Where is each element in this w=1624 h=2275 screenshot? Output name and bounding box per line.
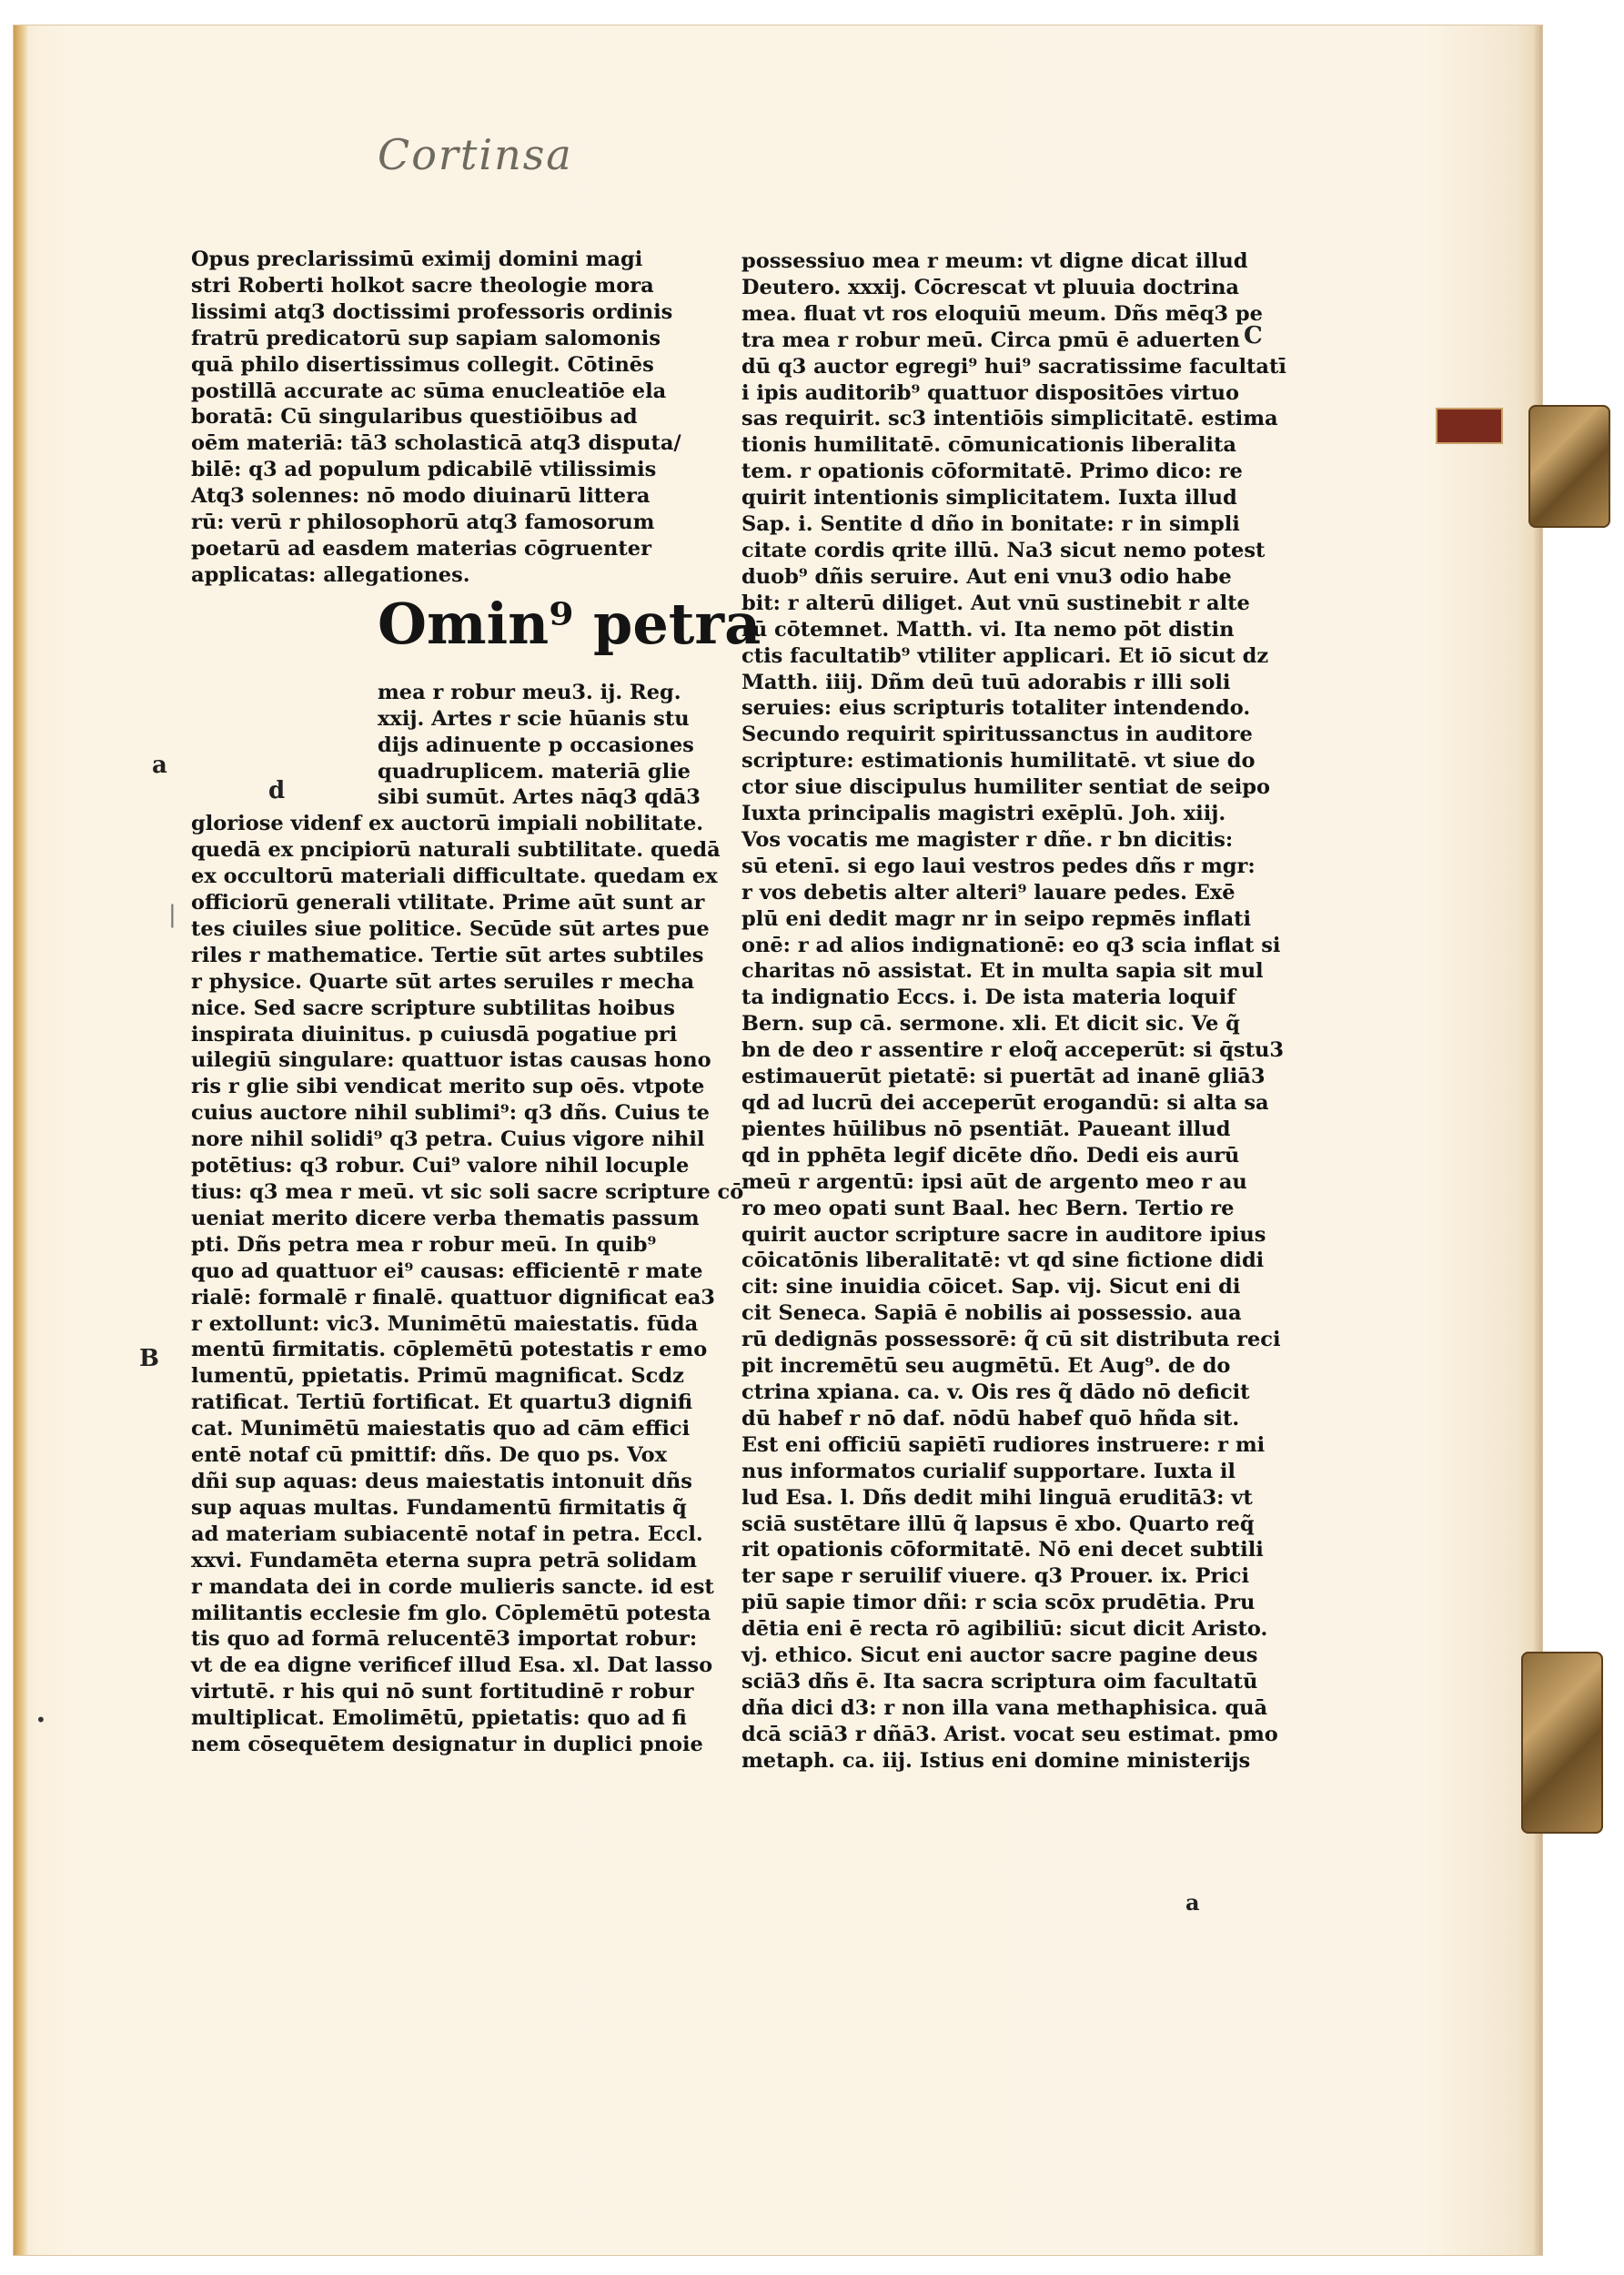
text-line: dū habef r nō daf. nōdū habef quō hñda sit. (741, 1406, 1240, 1431)
text-line: i ipis auditorib⁹ quattuor dispositōes virtuo (741, 380, 1240, 405)
text-line: Secundo requirit spiritussanctus in auditore (741, 723, 1253, 747)
text-line: dñi sup aquas: deus maiestatis intonuit dñs (191, 1469, 692, 1493)
text-line: sibi sumūt. Artes nāq3 qdā3 (378, 785, 701, 810)
text-line: oēm materiā: tā3 scholasticā atq3 disputa/ (191, 431, 681, 456)
text-line: virtutē. r his qui nō sunt fortitudinē r robur (191, 1680, 694, 1704)
text-line: citate cordis qrite illū. Na3 sicut nemo potest (741, 538, 1266, 562)
text-line: sū etenī. si ego laui vestros pedes dñs r mgr: (741, 854, 1256, 878)
text-line: cit Seneca. Sapiā ē nobilis ai possessio. aua (741, 1301, 1242, 1326)
text-line: meū r argentū: ipsi aūt de argento meo r au (741, 1169, 1247, 1194)
text-line: vj. ethico. Sicut eni auctor sacre pagine deus (741, 1643, 1258, 1668)
text-line: uilegiū singulare: quattuor istas causas hono (191, 1048, 711, 1073)
red-index-tab (1436, 408, 1503, 444)
text-line: Sap. i. Sentite d dño in bonitate: r in simpli (741, 512, 1240, 537)
text-line: sciā3 dñs ē. Ita sacra scriptura oim facultatū (741, 1669, 1258, 1694)
text-line: bit: r alterū diliget. Aut vnū sustinebit r alte (741, 591, 1250, 615)
text-line: ctrina xpiana. ca. v. Ois res q̃ dādo nō deficit (741, 1380, 1250, 1404)
text-line: Bern. sup cā. sermone. xli. Et dicit sic. Ve q̃ (741, 1012, 1240, 1036)
text-line: Matth. iiij. Dñm deū tuū adorabis r illi soli (741, 670, 1231, 694)
text-line: tem. r opationis cōformitatē. Primo dico: re (741, 460, 1243, 484)
text-line: qd in pphēta legif dicēte dño. Dedi eis aurū (741, 1143, 1240, 1168)
text-line: entē notaf cū pmittif: dñs. De quo ps. Vox (191, 1443, 668, 1468)
text-line: quadruplicem. materiā glie (378, 759, 691, 784)
page-gutter-edge (14, 25, 28, 2255)
text-line: Deutero. xxxij. Cōcrescat vt pluuia doctrina (741, 275, 1240, 299)
text-line: mea. fluat vt ros eloquiū meum. Dñs mēq3 pe (741, 301, 1263, 326)
text-line: cuius auctore nihil sublimi⁹: q3 dñs. Cuius te (191, 1101, 710, 1126)
text-line: charitas nō assistat. Et in multa sapia sit mul (741, 959, 1264, 984)
text-line: cat. Munimētū maiestatis quo ad cām effici (191, 1417, 691, 1441)
text-line: tionis humilitatē. cōmunicationis liberalita (741, 433, 1236, 458)
text-line: boratā: Cū singularibus questiōibus ad (191, 405, 638, 430)
text-line: nore nihil solidi⁹ q3 petra. Cuius vigore nihil (191, 1127, 705, 1152)
text-line: cit: sine inuidia cōicet. Sap. vij. Sicut eni di (741, 1275, 1241, 1299)
text-line: r mandata dei in corde mulieris sancte. id est (191, 1574, 714, 1599)
text-line: metaph. ca. iij. Istius eni domine ministerijs (741, 1748, 1251, 1773)
margin-letter-d: d (268, 777, 286, 804)
ink-dot: • (35, 1709, 46, 1731)
text-line: quo ad quattuor ei⁹ causas: efficientē r mate (191, 1259, 703, 1283)
margin-letter-a: a (152, 752, 167, 779)
text-line: inspirata diuinitus. p cuiusdā pogatiue pri (191, 1022, 678, 1046)
text-line: ro meo opati sunt Baal. hec Bern. Tertio re (741, 1196, 1235, 1220)
text-line: r extollunt: vic3. Munimētū maiestatis. fūda (191, 1311, 699, 1336)
text-line: poetarū ad easdem materias cōgruenter (191, 536, 651, 561)
text-line: dcā sciā3 r dñā3. Arist. vocat seu estimat. pmo (741, 1722, 1278, 1746)
text-line: vt de ea digne verificef illud Esa. xl. Dat lasso (191, 1653, 713, 1678)
body-paragraph (191, 811, 744, 1758)
book-page (14, 25, 1542, 2255)
text-line: postillā accurate ac sūma enucleatiōe ela (191, 379, 667, 403)
section-heading: Omin⁹ petra (378, 590, 762, 657)
text-line: stri Roberti holkot sacre theologie mora (191, 273, 654, 298)
text-line: dētia eni ē recta rō agibiliū: sicut dicit Aristo. (741, 1617, 1268, 1642)
text-line: dña dici d3: r non illa vana methaphisica. quā (741, 1695, 1268, 1720)
text-line: ctor siue discipulus humiliter sentiat de seipo (741, 775, 1271, 800)
text-line: plū eni dedit magr nr in seipo repmēs inflati (741, 906, 1252, 931)
page-fore-edge (1533, 25, 1542, 2255)
text-line: onē: r ad alios indignationē: eo q3 scia inflat si (741, 933, 1281, 957)
text-line: pit incremētū seu augmētū. Et Aug⁹. de do (741, 1354, 1231, 1379)
text-line: pientes hūilibus nō psentiāt. Paueant illud (741, 1117, 1231, 1141)
text-line: ctis facultatib⁹ vtiliter applicari. Et iō sicut dz (741, 643, 1269, 668)
text-line: tis quo ad formā relucentē3 importat robur: (191, 1627, 698, 1652)
text-line: bn de deo r assentire r eloq̃ acceperūt: si q̄stu3 (741, 1038, 1284, 1063)
text-line: ris r glie sibi vendicat merito sup oēs. vtpote (191, 1075, 705, 1099)
text-line: sciā sustētare illū q̃ lapsus ē xbo. Quarto req̃ (741, 1512, 1255, 1536)
text-line: xxvi. Fundamēta eterna supra petrā solidam (191, 1548, 697, 1572)
brass-clasp-bottom (1521, 1652, 1603, 1834)
text-line: ter sape r seruilif viuere. q3 Prouer. ix. Prici (741, 1564, 1250, 1589)
text-line: r physice. Quarte sūt artes seruiles r mecha (191, 969, 695, 994)
text-line: quirit intentionis simplicitatem. Iuxta illud (741, 486, 1237, 511)
text-line: Iuxta principalis magistri exēplū. Joh. xiij. (741, 802, 1226, 826)
handwritten-note: Cortinsa (378, 130, 573, 179)
text-line: riles r mathematice. Tertie sūt artes subtiles (191, 943, 704, 967)
text-line: pti. Dñs petra mea r robur meū. In quib⁹ (191, 1232, 657, 1257)
text-line: Atq3 solennes: nō modo diuinarū littera (191, 484, 651, 509)
intro-paragraph (191, 247, 682, 589)
text-line: nice. Sed sacre scripture subtilitas hoibus (191, 996, 675, 1020)
text-line: mea r robur meu3. ij. Reg. (378, 680, 681, 704)
margin-letter-c: C (1244, 322, 1263, 349)
indented-paragraph (191, 680, 701, 812)
signature-mark: a (1185, 1889, 1200, 1916)
text-line: dū q3 auctor egregi⁹ hui⁹ sacratissime facultatī (741, 354, 1286, 379)
text-line: sup aquas multas. Fundamentū firmitatis q̃ (191, 1495, 687, 1520)
brass-clasp-top (1528, 405, 1610, 528)
text-line: tes ciuiles siue politice. Secūde sūt artes pue (191, 916, 710, 941)
text-line: estimauerūt pietatē: si puertāt ad inanē gliā3 (741, 1065, 1266, 1089)
text-line: tra mea r robur meū. Circa pmū ē aduerten (741, 328, 1240, 352)
heading-block (191, 589, 762, 680)
text-line: lumentū, ppietatis. Primū magnificat. Scdz (191, 1364, 684, 1389)
text-line: rū dedignās possessorē: q̃ cū sit distributa reci (741, 1328, 1281, 1352)
text-line: cōicatōnis liberalitatē: vt qd sine fictione didi (741, 1249, 1265, 1273)
text-line: scripture: estimationis humilitatē. vt siue do (741, 749, 1256, 774)
text-line: ex occultorū materiali difficultate. quedam ex (191, 864, 718, 889)
text-line: dijs adinuente p occasiones (378, 733, 694, 757)
text-line: rit opationis cōformitatē. Nō eni decet subtili (741, 1538, 1264, 1562)
text-line: mentū firmitatis. cōplemētū potestatis r emo (191, 1338, 708, 1362)
text-line: piū sapie timor dñi: r scia scōx prudētia. Pru (741, 1591, 1256, 1615)
text-line: rū: verū r philosophorū atq3 famosorum (191, 511, 655, 535)
text-line: bilē: q3 ad populum pdicabilē vtilissimis (191, 458, 657, 482)
text-line: quā philo disertissimus collegit. Cōtinēs (191, 352, 654, 377)
text-line: qd ad lucrū dei acceperūt erogandū: si alta sa (741, 1091, 1269, 1115)
text-line: militantis ecclesie fm glo. Cōplemētū potesta (191, 1601, 711, 1625)
text-line: Est eni officiū sapiētī rudiores instruere: r mi (741, 1432, 1266, 1457)
text-line: ta indignatio Eccs. i. De ista materia loquif (741, 986, 1236, 1010)
pencil-mark: | (168, 901, 177, 928)
text-line: nem cōsequētem designatur in duplici pnoie (191, 1733, 703, 1757)
text-line: fratrū predicatorū sup sapiam salomonis (191, 326, 661, 350)
text-line: tius: q3 mea r meū. vt sic soli sacre scripture cō (191, 1180, 744, 1204)
margin-letter-b: B (139, 1345, 159, 1372)
text-line: duob⁹ dñis seruire. Aut eni vnu3 odio habe (741, 564, 1232, 589)
text-line: multiplicat. Emolimētū, ppietatis: quo ad fi (191, 1706, 687, 1731)
text-line: gloriose videnf ex auctorū impiali nobilitate. (191, 812, 704, 836)
text-line: Vos vocatis me magister r dñe. r bn dicitis: (741, 827, 1234, 852)
text-line: r vos debetis alter alteri⁹ lauare pedes. Exē (741, 880, 1236, 905)
text-line: nus informatos curialif supportare. Iuxta il (741, 1459, 1236, 1483)
text-line: lissimi atq3 doctissimi professoris ordinis (191, 299, 673, 324)
text-line: applicatas: allegationes. (191, 562, 470, 587)
text-line: potētius: q3 robur. Cui⁹ valore nihil locuple (191, 1154, 690, 1178)
text-line: xxij. Artes r scie hūanis stu (378, 706, 690, 731)
text-line: Opus preclarissimū eximij domini magi (191, 248, 643, 271)
text-line: sas requirit. sc3 intentiōis simplicitatē. estima (741, 407, 1278, 431)
left-column (191, 247, 762, 1758)
text-line: seruies: eius scripturis totaliter intendendo. (741, 696, 1251, 721)
text-line: lud Esa. l. Dñs dedit mihi linguā eruditā3: vt (741, 1485, 1253, 1510)
text-line: quedā ex pncipiorū naturali subtilitate. quedā (191, 838, 721, 863)
text-line: ueniat merito dicere verba thematis passum (191, 1206, 700, 1230)
right-column (741, 248, 1286, 1774)
text-line: officiorū generali vtilitate. Prime aūt sunt ar (191, 891, 705, 915)
text-line: ad materiam subiacentē notaf in petra. Eccl. (191, 1522, 703, 1546)
text-line: possessiuo mea r meum: vt digne dicat illud (741, 249, 1248, 273)
text-line: rialē: formalē r finalē. quattuor dignificat ea3 (191, 1285, 715, 1309)
text-line: rū cōtemnet. Matth. vi. Ita nemo pōt distin (741, 617, 1235, 642)
text-line: ratificat. Tertiū fortificat. Et quartu3 dignifi (191, 1390, 693, 1415)
text-line: quirit auctor scripture sacre in auditore ipius (741, 1222, 1266, 1247)
